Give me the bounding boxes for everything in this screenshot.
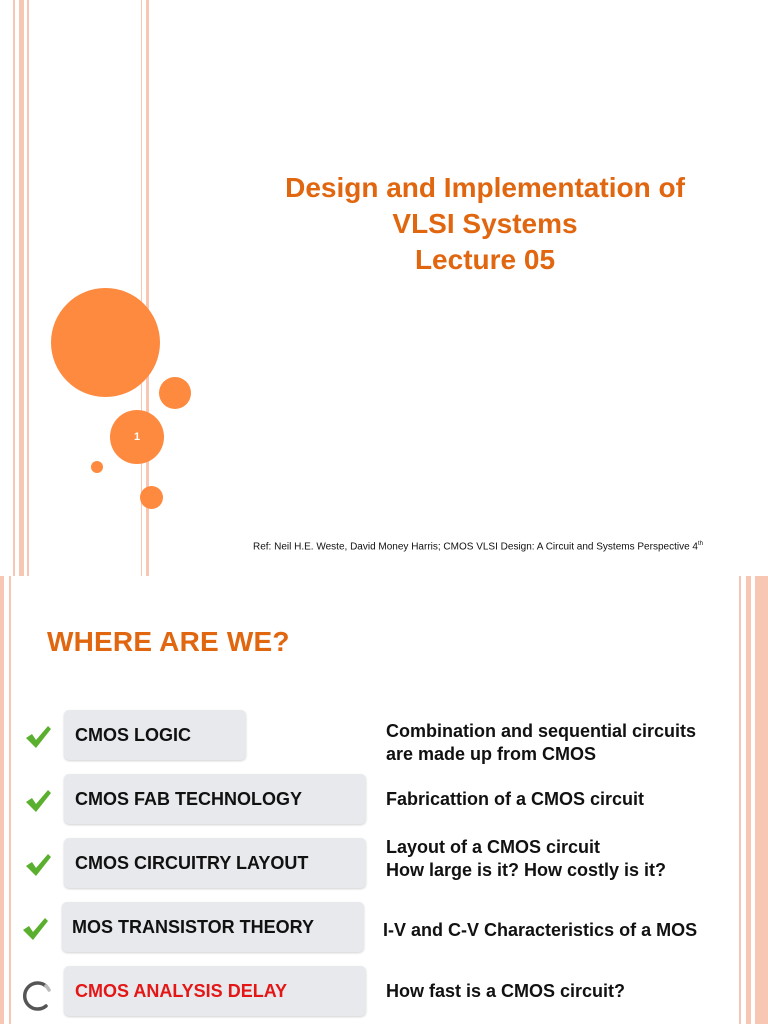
agenda-row xyxy=(0,710,740,766)
section-heading: WHERE ARE WE? xyxy=(47,626,290,657)
reference-main: Ref: Neil H.E. Weste, David Money Harris; CMOS VLSI Design: A Circuit and Systems Perspective 4 xyxy=(253,541,698,553)
description-line: How large is it? How costly is it? xyxy=(386,860,667,880)
agenda-row xyxy=(0,902,740,958)
topic-cmos-logic: CMOS LOGIC xyxy=(64,710,246,760)
description-line: I-V and C-V Characteristics of a MOS xyxy=(383,920,698,940)
decorative-stripe xyxy=(19,0,24,576)
description-line: Fabricattion of a CMOS circuit xyxy=(386,789,645,809)
description-line: are made up from CMOS xyxy=(386,744,597,764)
topic-description xyxy=(386,788,644,811)
agenda-row xyxy=(0,966,740,1022)
topic-description xyxy=(386,980,625,1003)
decorative-stripe xyxy=(27,0,29,576)
check-icon xyxy=(24,788,52,814)
check-icon xyxy=(21,916,49,942)
topic-cmos-fab-technology: CMOS FAB TECHNOLOGY xyxy=(64,774,366,824)
title-line: VLSI Systems xyxy=(392,208,578,239)
decorative-circle xyxy=(140,486,163,509)
page-number: 1 xyxy=(133,431,141,443)
topic-description xyxy=(386,836,666,882)
reference-superscript: th xyxy=(697,541,703,547)
check-icon xyxy=(24,724,52,750)
decorative-stripe xyxy=(755,576,768,1024)
loading-spinner-icon xyxy=(22,980,54,1012)
reference-text xyxy=(253,541,703,552)
topic-mos-transistor-theory: MOS TRANSISTOR THEORY xyxy=(62,902,364,952)
description-line: Layout of a CMOS circuit xyxy=(386,837,601,857)
topic-cmos-analysis-delay: CMOS ANALYSIS DELAY xyxy=(64,966,366,1016)
decorative-stripe xyxy=(746,576,751,1024)
description-line: How fast is a CMOS circuit? xyxy=(386,981,626,1001)
title-line: Design and Implementation of xyxy=(285,172,685,203)
agenda-row xyxy=(0,774,740,830)
decorative-circle-large xyxy=(51,288,160,397)
slide-title xyxy=(250,170,720,278)
title-line: Lecture 05 xyxy=(414,244,556,275)
decorative-circle-small xyxy=(91,461,103,473)
agenda-row xyxy=(0,838,740,894)
decorative-stripe xyxy=(13,0,15,576)
topic-description xyxy=(383,919,697,942)
agenda-slide xyxy=(0,576,768,1024)
topic-description xyxy=(386,720,696,766)
check-icon xyxy=(24,852,52,878)
decorative-circle xyxy=(159,377,191,409)
topic-cmos-circuitry-layout: CMOS CIRCUITRY LAYOUT xyxy=(64,838,366,888)
description-line: Combination and sequential circuits xyxy=(386,721,697,741)
